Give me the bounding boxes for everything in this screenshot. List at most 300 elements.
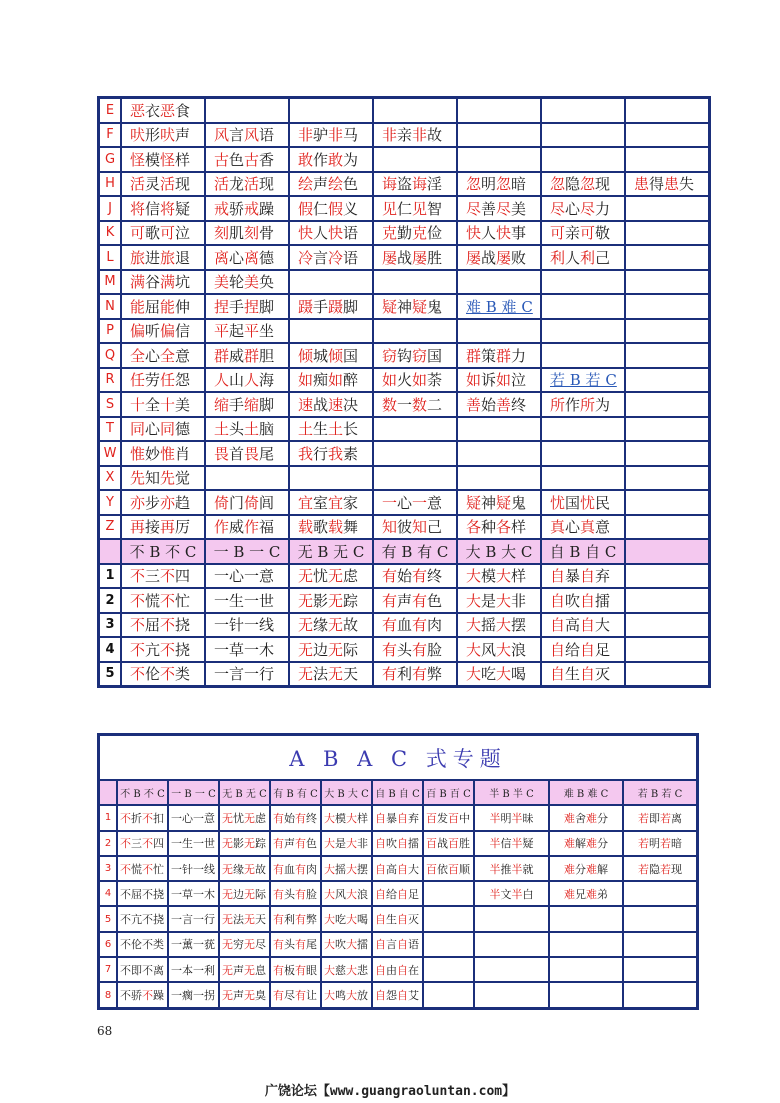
idiom-cell <box>474 856 549 881</box>
idiom-cell <box>289 147 373 172</box>
header-blank <box>99 539 121 564</box>
idiom-cell <box>321 906 372 931</box>
idiom-cell <box>549 856 623 881</box>
idiom-char: 无 <box>328 616 344 635</box>
idiom-char: 生 <box>229 591 245 610</box>
idiom-cell <box>270 856 321 881</box>
idiom-char: 疑 <box>175 199 191 218</box>
idiom-char: 白 <box>522 887 534 901</box>
idiom-cell <box>457 221 541 246</box>
idiom-cell <box>541 466 625 491</box>
idiom-char: 义 <box>343 199 359 218</box>
idiom-cell <box>373 343 457 368</box>
idiom-char: 倾 <box>328 346 344 365</box>
idiom-char: 分 <box>597 811 608 825</box>
idiom-char: 长 <box>343 420 359 439</box>
idiom-char: 若 <box>638 862 649 876</box>
idiom-cell <box>372 881 423 906</box>
idiom-char: 为 <box>343 150 359 169</box>
table-row <box>99 368 709 393</box>
row-letter: P <box>99 319 121 344</box>
idiom-char: 暗 <box>511 175 527 194</box>
abac-title: A B A C 式专题 <box>99 735 697 780</box>
idiom-cell <box>121 515 205 540</box>
row-letter: R <box>99 368 121 393</box>
idiom-char: 一 <box>244 567 260 586</box>
table-row <box>99 957 697 982</box>
idiom-char: 终 <box>511 395 527 414</box>
idiom-char: 觉 <box>175 469 191 488</box>
idiom-char: 自 <box>580 591 596 610</box>
idiom-char: 不 <box>142 887 153 901</box>
idiom-char: 美 <box>214 273 230 292</box>
idiom-char: 亦 <box>160 493 176 512</box>
idiom-char: 一 <box>244 665 260 684</box>
idiom-char: 百 <box>426 811 437 825</box>
idiom-char: 一 <box>193 887 204 901</box>
row-letter: L <box>99 245 121 270</box>
column-header: 一 B 一 C <box>205 539 289 564</box>
idiom-char: 兄 <box>575 887 586 901</box>
idiom-cell <box>289 343 373 368</box>
idiom-char: 捏 <box>244 297 260 316</box>
idiom-char: 自 <box>397 913 408 927</box>
idiom-char: 不 <box>160 616 176 635</box>
idiom-char: 满 <box>160 273 176 292</box>
idiom-cell <box>549 881 623 906</box>
idiom-cell <box>625 613 709 638</box>
idiom-char: 仁 <box>397 199 413 218</box>
idiom-char: 作 <box>244 518 260 537</box>
idiom-char: 心 <box>565 199 581 218</box>
table-header-row <box>99 780 697 805</box>
idiom-cell <box>474 932 549 957</box>
idiom-cell <box>457 98 541 123</box>
idiom-char: 进 <box>145 248 161 267</box>
idiom-cell <box>117 881 168 906</box>
idiom-char: 依 <box>437 862 448 876</box>
idiom-char: 难 <box>586 811 597 825</box>
idiom-char: 血 <box>397 616 413 635</box>
idiom-cell <box>457 172 541 197</box>
idiom-char: 事 <box>511 224 527 243</box>
idiom-char: 偏 <box>160 322 176 341</box>
idiom-cell <box>121 319 205 344</box>
idiom-char: 如 <box>496 371 512 390</box>
idiom-char: 弟 <box>597 887 608 901</box>
idiom-char: 一 <box>193 938 204 952</box>
idiom-char: 疑 <box>466 493 482 512</box>
idiom-link[interactable]: 难 B 难 C <box>466 297 533 316</box>
idiom-char: 惟 <box>130 444 146 463</box>
idiom-char: 半 <box>489 887 501 901</box>
idiom-char: 意 <box>427 493 443 512</box>
idiom-char: 暗 <box>671 837 682 851</box>
idiom-char: 绘 <box>298 175 314 194</box>
idiom-char: 高 <box>386 862 397 876</box>
idiom-char: 一 <box>171 837 182 851</box>
idiom-char: 躁 <box>259 199 275 218</box>
idiom-char: 自 <box>550 591 566 610</box>
idiom-char: 门 <box>229 493 245 512</box>
idiom-cell <box>541 172 625 197</box>
idiom-cell <box>625 588 709 613</box>
idiom-char: 一 <box>193 989 204 1003</box>
idiom-char: 大 <box>346 989 357 1003</box>
idiom-cell <box>168 856 219 881</box>
idiom-char: 大 <box>466 567 482 586</box>
idiom-char: 假 <box>328 199 344 218</box>
idiom-char: 马 <box>343 126 359 145</box>
idiom-char: 脚 <box>259 297 275 316</box>
table-row <box>99 392 709 417</box>
idiom-cell <box>457 123 541 148</box>
idiom-char: 伦 <box>131 938 142 952</box>
idiom-cell <box>321 856 372 881</box>
table-row <box>99 147 709 172</box>
idiom-cell <box>289 441 373 466</box>
idiom-char: 蹑 <box>298 297 314 316</box>
idiom-cell <box>373 147 457 172</box>
idiom-char: 无 <box>222 837 233 851</box>
idiom-cell <box>121 368 205 393</box>
idiom-cell <box>289 490 373 515</box>
idiom-char: 屡 <box>466 248 482 267</box>
idiom-char: 我 <box>328 444 344 463</box>
idiom-char: 活 <box>244 175 260 194</box>
idiom-char: 冷 <box>298 248 314 267</box>
idiom-cell <box>474 881 549 906</box>
idiom-char: 一 <box>397 395 413 414</box>
idiom-char: 无 <box>222 811 233 825</box>
column-header: 大 B 大 C <box>457 539 541 564</box>
idiom-cell <box>549 805 623 830</box>
idiom-cell <box>121 343 205 368</box>
idiom-char: 在 <box>408 963 419 977</box>
idiom-cell <box>541 515 625 540</box>
idiom-char: 骨 <box>259 224 275 243</box>
idiom-cell <box>321 957 372 982</box>
idiom-char: 若 <box>660 837 671 851</box>
idiom-char: 怨 <box>175 371 191 390</box>
idiom-char: 木 <box>204 887 215 901</box>
idiom-cell <box>373 564 457 589</box>
idiom-char: 挠 <box>175 616 191 635</box>
idiom-cell <box>121 196 205 221</box>
idiom-char: 自 <box>580 567 596 586</box>
idiom-cell <box>623 906 697 931</box>
idiom-char: 龙 <box>229 175 245 194</box>
column-header: 无 B 无 C <box>219 780 270 805</box>
idiom-cell <box>372 805 423 830</box>
idiom-char: 善 <box>481 199 497 218</box>
idiom-char: 样 <box>511 518 527 537</box>
idiom-char: 戒 <box>244 199 260 218</box>
idiom-cell <box>205 392 289 417</box>
idiom-cell <box>205 270 289 295</box>
idiom-char: 人 <box>313 224 329 243</box>
idiom-char: 一 <box>214 567 230 586</box>
idiom-char: 解 <box>575 837 586 851</box>
idiom-cell <box>289 392 373 417</box>
column-header: 有 B 有 C <box>373 539 457 564</box>
table-row <box>99 588 709 613</box>
row-number: 1 <box>99 564 121 589</box>
idiom-char: 为 <box>595 395 611 414</box>
idiom-cell <box>219 856 270 881</box>
idiom-char: 大 <box>324 887 335 901</box>
idiom-char: 大 <box>346 837 357 851</box>
idiom-char: 舍 <box>575 811 586 825</box>
idiom-cell <box>423 881 474 906</box>
idiom-char: 难 <box>586 862 597 876</box>
idiom-char: 窃 <box>382 346 398 365</box>
idiom-cell <box>625 147 709 172</box>
idiom-char: 先 <box>160 469 176 488</box>
idiom-cell <box>289 637 373 662</box>
idiom-char: 踪 <box>343 591 359 610</box>
idiom-char: 土 <box>244 420 260 439</box>
idiom-cell <box>625 343 709 368</box>
idiom-char: 肉 <box>306 862 317 876</box>
idiom-char: 决 <box>343 395 359 414</box>
idiom-char: 色 <box>306 837 317 851</box>
idiom-char: 大 <box>346 811 357 825</box>
idiom-char: 色 <box>427 591 443 610</box>
idiom-cell <box>373 98 457 123</box>
idiom-char: 所 <box>580 395 596 414</box>
idiom-char: 弊 <box>306 913 317 927</box>
idiom-char: 盗 <box>397 175 413 194</box>
idiom-char: 战 <box>481 248 497 267</box>
idiom-char: 怨 <box>386 989 397 1003</box>
idiom-char: 天 <box>343 665 359 684</box>
idiom-char: 胜 <box>427 248 443 267</box>
table-row <box>99 662 709 687</box>
idiom-char: 疑 <box>522 837 534 851</box>
idiom-char: 灭 <box>595 665 611 684</box>
idiom-cell <box>423 932 474 957</box>
idiom-cell <box>541 196 625 221</box>
idiom-cell <box>121 392 205 417</box>
idiom-cell <box>457 515 541 540</box>
idiom-char: 有 <box>412 640 428 659</box>
idiom-char: 任 <box>130 371 146 390</box>
idiom-char: 无 <box>244 887 255 901</box>
idiom-cell <box>625 490 709 515</box>
idiom-cell <box>121 417 205 442</box>
idiom-char: 坑 <box>175 273 191 292</box>
idiom-char: 无 <box>298 640 314 659</box>
idiom-char: 舞 <box>343 518 359 537</box>
idiom-char: 一 <box>171 938 182 952</box>
idiom-cell <box>270 932 321 957</box>
idiom-char: 亲 <box>565 224 581 243</box>
idiom-char: 捏 <box>214 297 230 316</box>
idiom-char: 心 <box>229 248 245 267</box>
idiom-char: 醉 <box>343 371 359 390</box>
idiom-cell <box>474 982 549 1007</box>
idiom-cell <box>373 245 457 270</box>
idiom-cell <box>121 270 205 295</box>
idiom-char: 古 <box>244 150 260 169</box>
idiom-char: 难 <box>564 862 575 876</box>
idiom-char: 疑 <box>382 297 398 316</box>
idiom-char: 大 <box>496 665 512 684</box>
idiom-cell <box>623 932 697 957</box>
idiom-char: 一 <box>244 616 260 635</box>
row-letter: Y <box>99 490 121 515</box>
idiom-cell <box>289 588 373 613</box>
idiom-char: 自 <box>580 616 596 635</box>
idiom-cell <box>373 515 457 540</box>
idiom-cell <box>541 490 625 515</box>
idiom-char: 骄 <box>131 989 142 1003</box>
idiom-char: 大 <box>496 640 512 659</box>
idiom-cell <box>117 906 168 931</box>
idiom-cell <box>625 637 709 662</box>
idiom-char: 神 <box>397 297 413 316</box>
idiom-char: 意 <box>595 518 611 537</box>
idiom-char: 生 <box>386 913 397 927</box>
idiom-char: 离 <box>214 248 230 267</box>
row-letter: E <box>99 98 121 123</box>
idiom-char: 国 <box>343 346 359 365</box>
idiom-char: 心 <box>565 518 581 537</box>
idiom-char: 各 <box>496 518 512 537</box>
idiom-char: 是 <box>335 837 346 851</box>
idiom-cell <box>423 906 474 931</box>
idiom-cell <box>205 466 289 491</box>
idiom-char: 群 <box>496 346 512 365</box>
idiom-char: 无 <box>298 665 314 684</box>
idiom-char: 将 <box>130 199 146 218</box>
idiom-char: 可 <box>160 224 176 243</box>
idiom-char: 昧 <box>522 811 534 825</box>
table-row <box>99 881 697 906</box>
idiom-char: 四 <box>175 567 191 586</box>
idiom-cell <box>373 637 457 662</box>
idiom-char: 鸣 <box>335 989 346 1003</box>
idiom-char: 声 <box>313 175 329 194</box>
idiom-char: 吹 <box>335 938 346 952</box>
idiom-char: 挠 <box>175 640 191 659</box>
idiom-char: 弃 <box>408 811 419 825</box>
idiom-cell <box>219 906 270 931</box>
idiom-char: 忽 <box>496 175 512 194</box>
idiom-cell <box>219 805 270 830</box>
idiom-char: 美 <box>244 273 260 292</box>
idiom-cell <box>541 294 625 319</box>
idiom-char: 难 <box>564 837 575 851</box>
idiom-cell <box>623 982 697 1007</box>
idiom-char: 所 <box>550 395 566 414</box>
idiom-char: 有 <box>382 616 398 635</box>
idiom-cell <box>121 588 205 613</box>
idiom-char: 种 <box>481 518 497 537</box>
idiom-char: 不 <box>120 811 131 825</box>
idiom-char: 尽 <box>496 199 512 218</box>
idiom-char: 故 <box>255 862 266 876</box>
idiom-char: 再 <box>160 518 176 537</box>
idiom-char: 诉 <box>481 371 497 390</box>
column-header: 难 B 难 C <box>549 780 623 805</box>
idiom-char: 冷 <box>328 248 344 267</box>
idiom-char: 退 <box>175 248 191 267</box>
idiom-cell <box>121 172 205 197</box>
header-blank <box>99 780 117 805</box>
idiom-char: 三 <box>131 837 142 851</box>
idiom-cell <box>423 856 474 881</box>
idiom-link[interactable]: 若 B 若 C <box>550 371 617 390</box>
idiom-char: 快 <box>496 224 512 243</box>
idiom-char: 国 <box>565 493 581 512</box>
idiom-char: 吠 <box>160 126 176 145</box>
idiom-char: 有 <box>412 591 428 610</box>
idiom-cell <box>541 245 625 270</box>
idiom-char: 不 <box>130 665 146 684</box>
idiom-cell <box>205 490 289 515</box>
idiom-char: 有 <box>412 665 428 684</box>
table-row <box>99 123 709 148</box>
idiom-cell <box>423 831 474 856</box>
idiom-char: 文 <box>500 887 512 901</box>
idiom-char: 离 <box>671 811 682 825</box>
idiom-char: 缩 <box>214 395 230 414</box>
idiom-char: 胜 <box>459 837 470 851</box>
idiom-cell <box>625 564 709 589</box>
idiom-char: 意 <box>204 811 215 825</box>
table-header-row <box>99 539 709 564</box>
idiom-char: 即 <box>131 963 142 977</box>
idiom-char: 摆 <box>511 616 527 635</box>
idiom-char: 歌 <box>145 224 161 243</box>
idiom-cell <box>121 564 205 589</box>
idiom-char: 手 <box>229 297 245 316</box>
idiom-cell <box>541 588 625 613</box>
idiom-char: 现 <box>671 862 682 876</box>
idiom-cell <box>372 856 423 881</box>
idiom-char: 古 <box>214 150 230 169</box>
idiom-cell <box>625 196 709 221</box>
idiom-char: 一 <box>171 862 182 876</box>
idiom-char: 自 <box>397 887 408 901</box>
idiom-cell <box>121 123 205 148</box>
column-header: 若 B 若 C <box>623 780 697 805</box>
idiom-char: 倾 <box>298 346 314 365</box>
idiom-cell <box>457 270 541 295</box>
idiom-char: 天 <box>255 913 266 927</box>
idiom-cell <box>625 368 709 393</box>
idiom-char: 边 <box>313 640 329 659</box>
idiom-cell <box>549 982 623 1007</box>
idiom-char: 不 <box>130 640 146 659</box>
idiom-char: 无 <box>298 616 314 635</box>
idiom-char: 真 <box>550 518 566 537</box>
idiom-char: 不 <box>142 913 153 927</box>
idiom-char: 刻 <box>244 224 260 243</box>
idiom-char: 屡 <box>382 248 398 267</box>
idiom-char: 自 <box>397 837 408 851</box>
idiom-cell <box>541 147 625 172</box>
idiom-char: 无 <box>222 989 233 1003</box>
idiom-char: 活 <box>130 175 146 194</box>
idiom-char: 一 <box>214 616 230 635</box>
idiom-char: 患 <box>664 175 680 194</box>
idiom-char: 故 <box>343 616 359 635</box>
idiom-char: 威 <box>229 518 245 537</box>
idiom-char: 有 <box>382 640 398 659</box>
